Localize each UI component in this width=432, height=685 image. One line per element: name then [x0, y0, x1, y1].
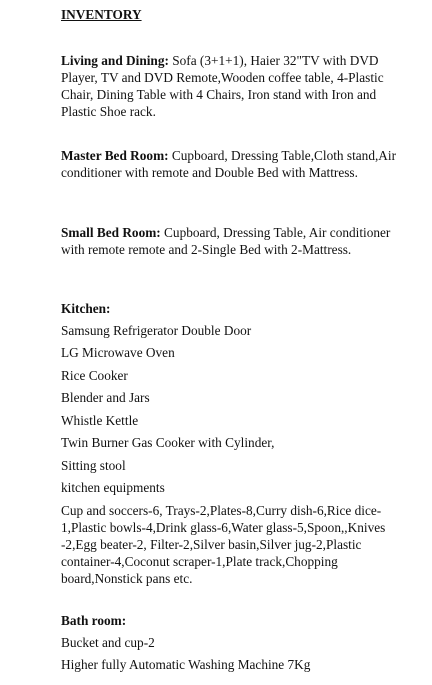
living-dining-text: Sofa (3+1+1), Haier 32"TV with DVD Player, TV and DVD Remote,Wooden coffee table, 4-Plastic Chair, Dining Table with 4 Chairs, Iron stand with Iron and Plastic Shoe rack.	[61, 53, 384, 119]
living-dining-section	[61, 52, 406, 120]
bath-item: Bucket and cup-2	[61, 635, 155, 650]
kitchen-heading: Kitchen:	[61, 301, 111, 316]
kitchen-item: Twin Burner Gas Cooker with Cylinder,	[61, 435, 275, 450]
kitchen-item: LG Microwave Oven	[61, 345, 175, 360]
small-bedroom-heading: Small Bed Room:	[61, 225, 161, 240]
kitchen-utensils-paragraph: Cup and soccers-6, Trays-2,Plates-8,Curry dish-6,Rice dice-1,Plastic bowls-4,Drink glass-6,Water glass-5,Spoon,,Knives -2,Egg beater-2, Filter-2,Silver basin,Silver jug-2,Plastic container-4,Coconut scraper-1,Plate track,Chopping board,Nonstick pans etc.	[61, 503, 386, 586]
kitchen-item: Sitting stool	[61, 458, 126, 473]
kitchen-item: Samsung Refrigerator Double Door	[61, 323, 252, 338]
kitchen-item: Blender and Jars	[61, 390, 150, 405]
master-bedroom-text: Cupboard, Dressing Table,Cloth stand,Air conditioner with remote and Double Bed with Mattress.	[61, 148, 397, 180]
master-bedroom-section	[61, 147, 406, 181]
small-bedroom-section	[61, 224, 406, 258]
kitchen-item: Rice Cooker	[61, 368, 128, 383]
bath-item: Higher fully Automatic Washing Machine 7Kg	[61, 657, 311, 672]
kitchen-item: Whistle Kettle	[61, 413, 139, 428]
document-title: INVENTORY	[61, 7, 142, 22]
bath-room-heading: Bath room:	[61, 613, 127, 628]
living-dining-heading: Living and Dining:	[61, 53, 169, 68]
small-bedroom-text: Cupboard, Dressing Table, Air conditioner with remote remote and 2-Single Bed with 2-Mattress.	[61, 225, 391, 257]
master-bedroom-heading: Master Bed Room:	[61, 148, 169, 163]
kitchen-item: kitchen equipments	[61, 480, 165, 495]
